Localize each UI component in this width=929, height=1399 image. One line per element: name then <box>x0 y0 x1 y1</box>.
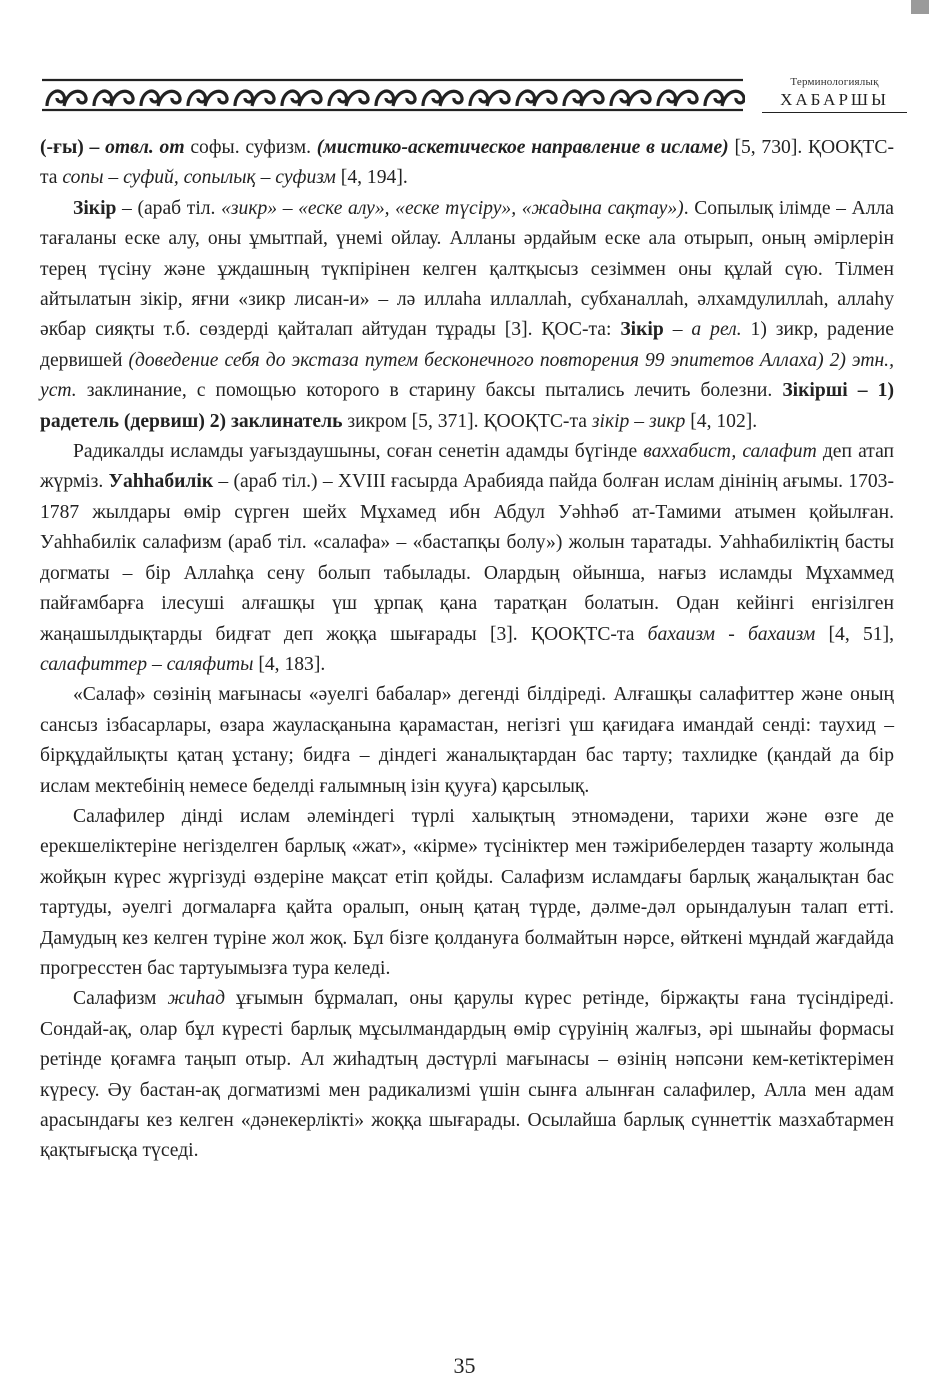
text-run: – (араб тіл. <box>116 197 222 219</box>
ornament-scroll <box>658 91 697 106</box>
text-run: «Салаф» сөзінің мағынасы «әуелгі бабалар» дегенді білдіреді. Алғашқы салафиттер және оның сансыз ізбасарлары, өзара жауласқанына қарамастан, негізгі үш қағидаға имандай сенді: таухид – бірқұдайлықты қатаң ұстану; бидға – діндегі жаналықтардан бас тарту; тахлидке (қандай да бір ислам мектебінің немесе беделді ғалымның ізін қууға) қарсылық. <box>40 684 894 797</box>
ornament-scroll <box>188 91 227 106</box>
paragraph <box>40 133 894 194</box>
text-run: [4, 102]. <box>685 410 758 432</box>
text-run: . Сопылық ілімде – Алла тағаланы еске алу, оны ұмытпай, үнемі ойлау. Алланы әрдайым еске ала отырып, оның әмірлерін терең түсіну және ұждашның түкпірінен келген қалтқысыз сезіммен оны құлай сүю. Тілмен айтылатын зікір, яғни «зикр лисан-и» – лә иллаһа иллаллаһ, субханаллаһ, әлхамдулиллаһ, аллаһу әкбар сияқты т.б. сөздерді қайталап айтудан тұрады [3]. ҚОС-та: <box>40 197 894 341</box>
paragraph <box>40 984 894 1166</box>
text-run: [4, 51], <box>815 623 894 645</box>
text-run: ұғымын бұрмалап, оны қарулы күрес ретінде, біржақты ғана түсіндіреді. Сондай-ақ, олар бұл күресті барлық мұсылмандардың өмір сүруінің жалғыз, әрі шынайы формасы ретінде қоғамға таңып отыр. Ал жиһадтың дәстүрлі мағынасы – өзінің нәпсәни кем-кетіктерімен күресу. Әу бастан-ақ догматизмі мен радикализмі үшін сынға алынған салафилер, Алла мен адам арасындағы кез келген «дәнекерлікті» жоққа шығарады. Осылайша барлық сүннеттік мазхабтармен қақтығысқа түседі. <box>40 988 895 1162</box>
definition-italic: (мистико-аскетическое направление в исламе) <box>316 137 729 158</box>
journal-title-big: ХАБАРШЫ <box>762 90 907 113</box>
ornament-scroll <box>517 91 556 106</box>
article-body <box>40 133 894 1167</box>
corner-scan-mark <box>911 0 929 14</box>
term-italic: сопы – суфий, сопылық – суфизм <box>62 167 336 189</box>
paragraph <box>40 680 894 802</box>
ornament-scroll <box>705 91 744 106</box>
paragraph <box>40 194 894 437</box>
text-run: софы. суфизм. <box>184 137 317 158</box>
ornament-scroll <box>141 91 180 106</box>
term-italic: зікір – зикр <box>591 410 686 432</box>
text-run: [4, 194]. <box>335 167 408 189</box>
ornament-scroll <box>235 91 274 106</box>
paragraph <box>40 802 894 984</box>
paragraph <box>40 437 894 680</box>
journal-title-small: Терминологиялық <box>790 76 879 88</box>
text-run: [4, 183]. <box>253 653 326 675</box>
ornament-scroll <box>282 91 321 106</box>
abbr-italic: отвл. от <box>105 137 185 158</box>
ornament-scroll <box>329 91 368 106</box>
page-header <box>40 70 900 118</box>
journal-title <box>762 76 907 113</box>
term-bold: Зікір <box>73 197 117 219</box>
text-run: Салафизм <box>73 988 168 1010</box>
term-italic: ваххабист, салафит <box>643 441 817 463</box>
term-bold: Уаһһабилік <box>108 471 214 493</box>
term-italic: жиһад <box>167 988 226 1010</box>
term-bold: Зікірші – 1) радетель (дервиш) 2) заклинатель <box>40 380 894 432</box>
ornament-scroll <box>47 91 86 106</box>
term-bold: Зікір <box>620 319 664 341</box>
ornament-scroll <box>94 91 133 106</box>
ornament-scroll <box>376 91 415 106</box>
text-run: Радикалды исламды уағыздаушыны, соған сенетін адамды бүгінде <box>73 441 644 463</box>
term-bold: (-ғы) – <box>40 137 106 158</box>
text-run: 1) зикр, радение дервишей <box>40 319 894 371</box>
definition-italic: (доведение себя до экстаза путем бесконечного повторения 99 эпитетов Аллаха) 2) этн., уст. <box>40 349 894 402</box>
text-run: – <box>663 319 692 341</box>
text-run: Салафилер дінді ислам әлеміндегі түрлі халықтың этномәдени, тарихи және өзге де ерекшеліктеріне негізделген барлық «жат», «кірме» түсініктер мен тәжірибелерден тазарту жолында жойқын күрес жүргізуді өздеріне мақсат етіп қойды. Салафизм исламдағы барлық жаңалықтан бас тартуды, әуелгі догмаларға қайта оралып, оның қатаң түрде, дәлме-дәл орындалуын талап етті. Дамудың кез келген түріне жол жоқ. Бұл бізге қолдануға болмайтын нәрсе, өйткені мұндай жағдайда прогресстен бас тартуымызға тура келеді. <box>40 805 894 979</box>
ornament-scroll <box>611 91 650 106</box>
ornament-scroll <box>470 91 509 106</box>
term-italic: «зикр» – «еске алу», «еске түсіру», «жадына сақтау») <box>221 197 684 219</box>
term-italic: бахаизм - бахаизм <box>647 623 816 645</box>
text-run: деп атап жүрміз. <box>40 441 894 493</box>
text-run: заклинание, с помощью которого в старину баксы пытались лечить болезни. <box>76 380 783 402</box>
text-run: зикром [5, 371]. ҚООҚТС-та <box>342 410 592 432</box>
ornament-scroll <box>564 91 603 106</box>
page-number: 35 <box>453 1353 476 1378</box>
text-run: – (араб тіл.) – XVIII ғасырда Арабияда пайда болған ислам дінінің ағымы. 1703-1787 жылдары өмір сүрген шейх Мұхамед ибн Абдул Уәһһәб ат-Тамими атымен қойылған. Уаһһабилік салафизм (араб тіл. «салафа» – «бастапқы болу») жолын таратады. Уаһһабиліктің басты догматы – бір Аллаһқа сену болып табылады. Олардың ойынша, нағыз исламды Мұхаммед пайғамбарға ілесуші алғашқы үш ұрпақ қана таратқан болатын. Одан кейінгі енгізілген жаңашылдықтарды бидғат деп жоққа шығарады [3]. ҚООҚТС-та <box>40 471 894 645</box>
ornament-scroll <box>423 91 462 106</box>
text-run: [5, 730]. ҚООҚТС-та <box>40 137 894 189</box>
term-italic: салафиттер – саляфиты <box>40 653 254 675</box>
abbr-italic: а рел. <box>691 319 742 341</box>
ornament-border <box>40 70 745 116</box>
